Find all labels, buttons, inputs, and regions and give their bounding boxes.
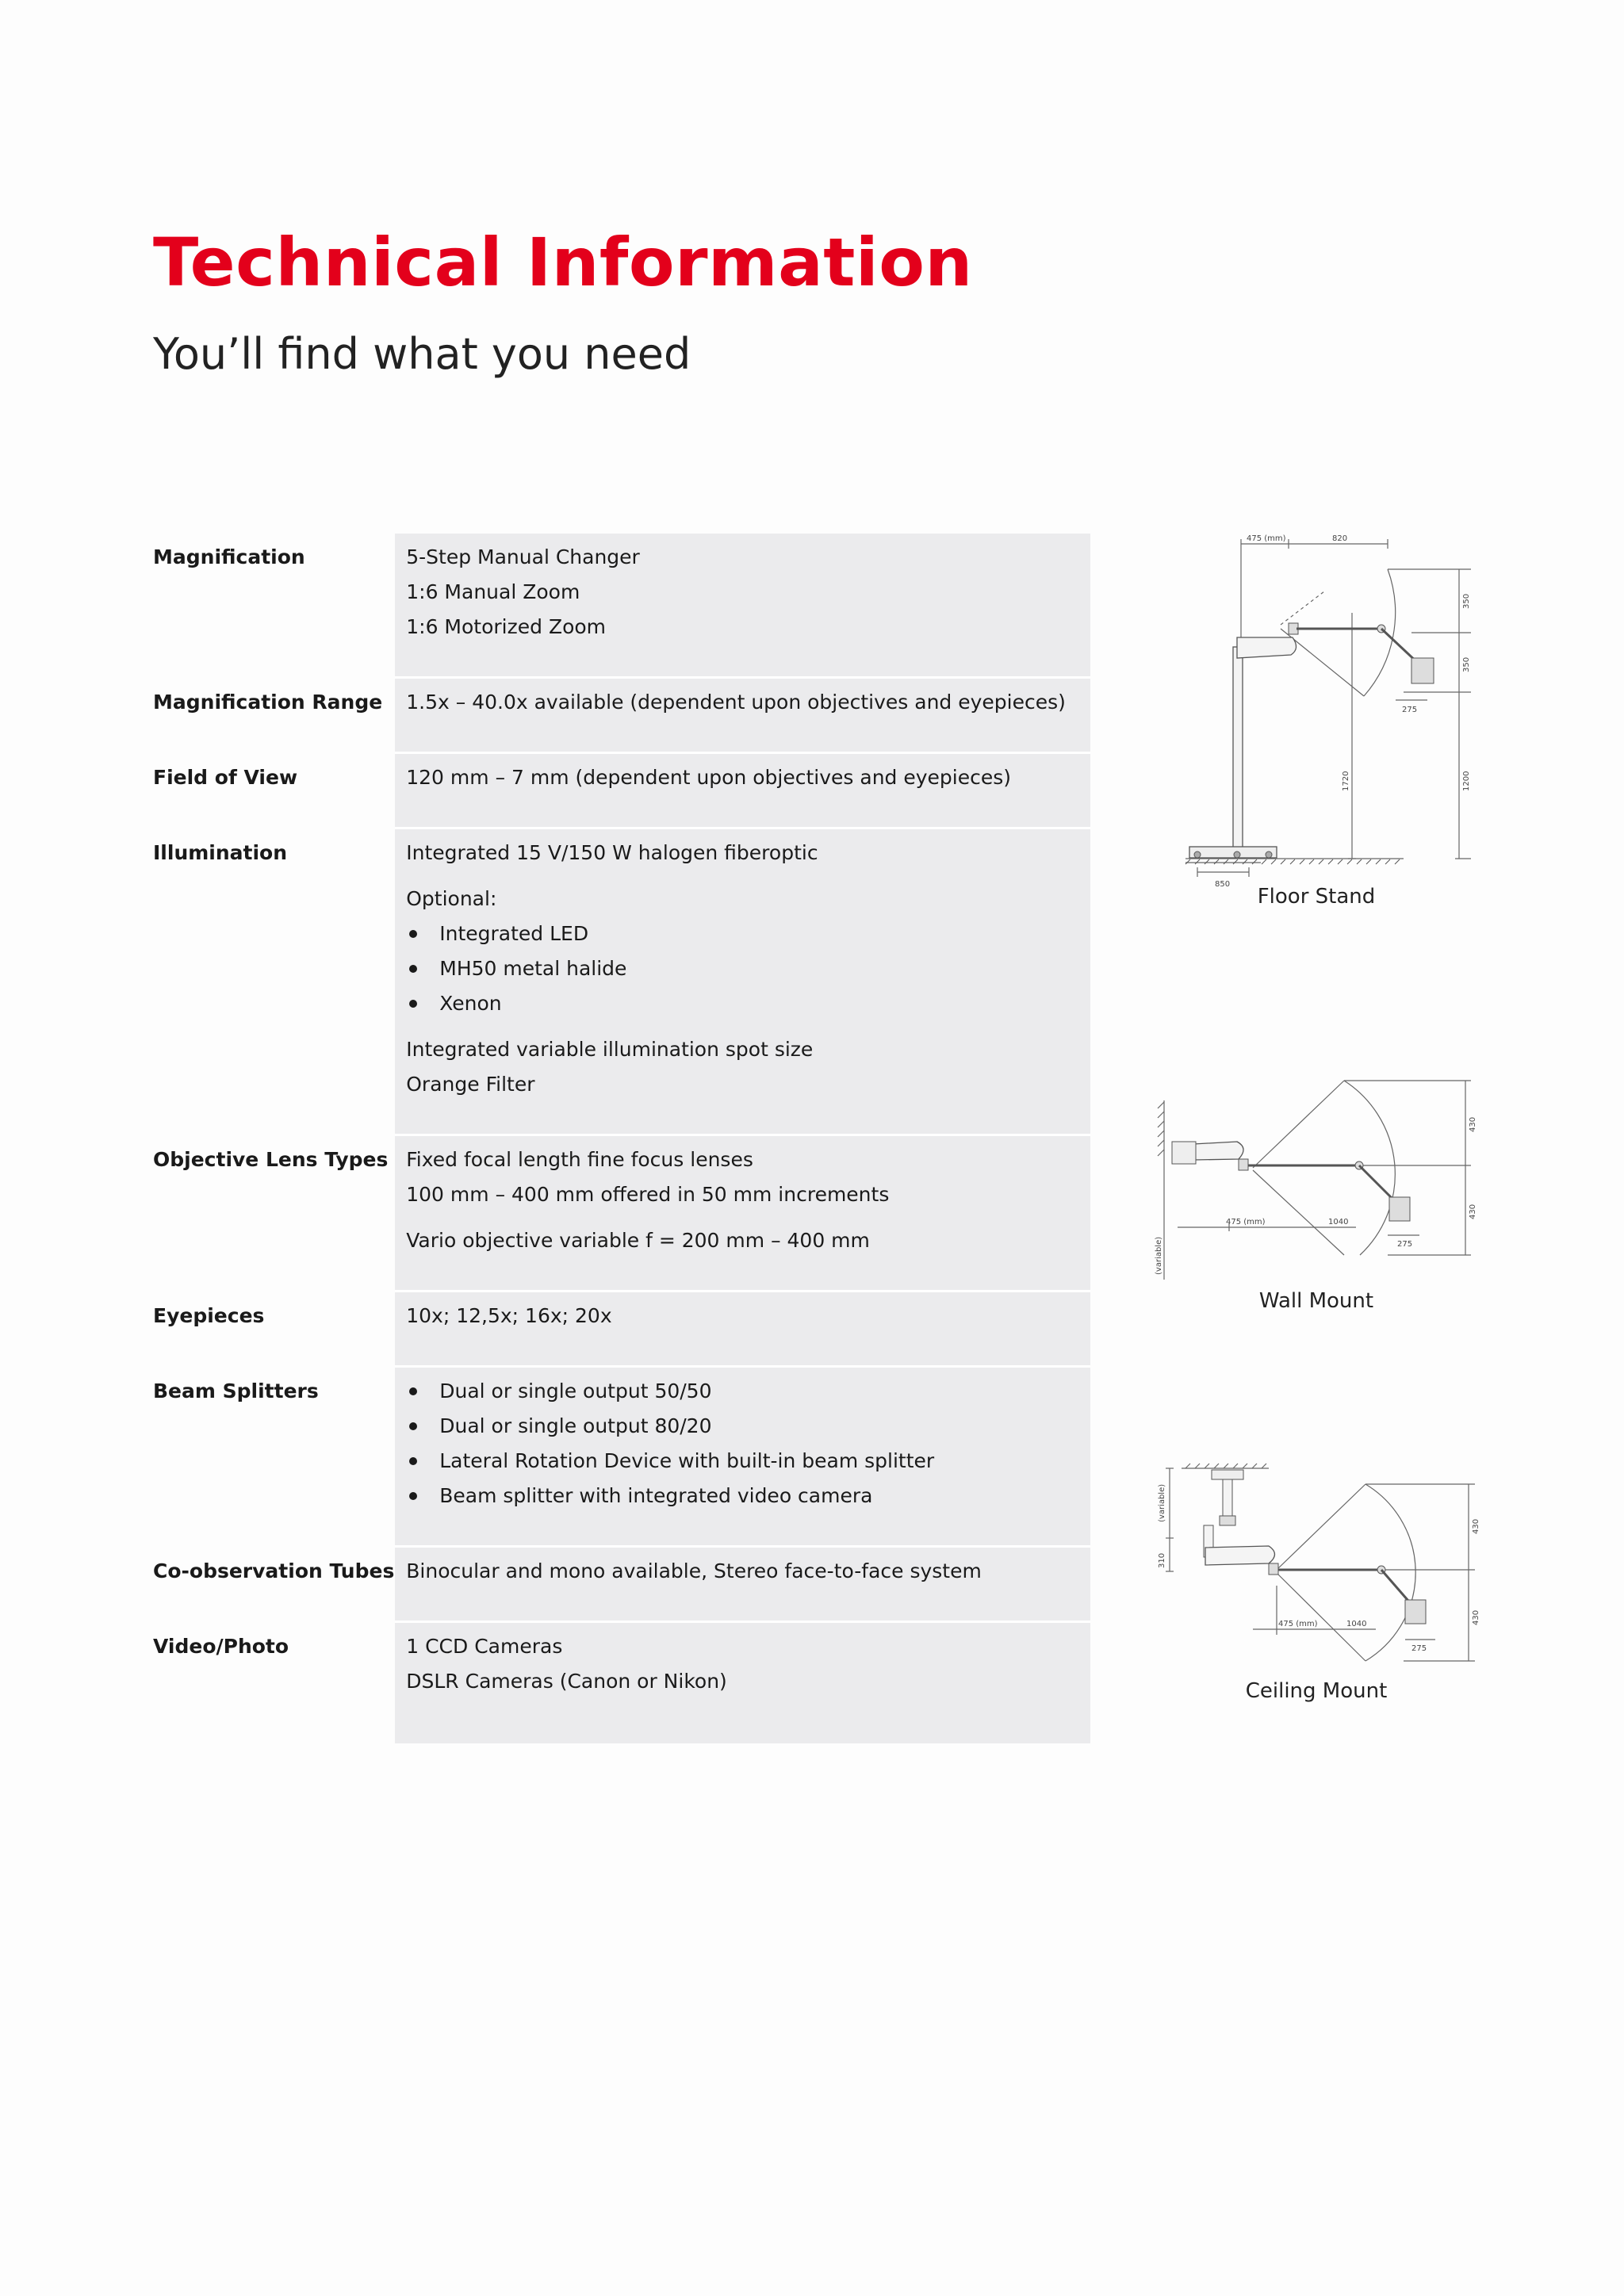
spec-row-eyepieces bbox=[153, 1292, 1090, 1368]
spec-value bbox=[395, 1548, 1090, 1623]
spec-line: Integrated variable illumination spot size bbox=[406, 1038, 814, 1061]
spec-line: 1.5x – 40.0x available (dependent upon objectives and eyepieces) bbox=[406, 691, 1066, 714]
dim-label: 1040 bbox=[1346, 1620, 1367, 1628]
spec-line: 1 CCD Cameras bbox=[406, 1635, 563, 1658]
spec-line: 1:6 Manual Zoom bbox=[406, 580, 580, 603]
dim-label: (variable) bbox=[1155, 1236, 1163, 1275]
dim-label: 475 (mm) bbox=[1278, 1620, 1318, 1628]
floor-stand-diagram bbox=[1150, 530, 1483, 909]
dim-label: 275 bbox=[1402, 706, 1418, 714]
ceiling-mount-diagram bbox=[1150, 1459, 1483, 1703]
dim-label: 1720 bbox=[1342, 771, 1350, 791]
spec-row-illumination bbox=[153, 829, 1090, 1136]
spec-value bbox=[395, 1623, 1090, 1743]
page-subtitle: You’ll find what you need bbox=[153, 329, 691, 379]
dim-label: 430 bbox=[1469, 1116, 1477, 1132]
dim-label: 1040 bbox=[1328, 1218, 1349, 1226]
spec-row-objective-lens-types bbox=[153, 1136, 1090, 1292]
spec-row-co-observation-tubes bbox=[153, 1548, 1090, 1623]
spec-row-magnification-range bbox=[153, 679, 1090, 754]
spec-value bbox=[395, 754, 1090, 829]
dim-label: 820 bbox=[1332, 534, 1348, 543]
bullet-list bbox=[406, 1374, 1090, 1513]
floor-stand-drawing bbox=[1150, 530, 1483, 889]
spec-table bbox=[153, 534, 1090, 1743]
spec-line: DSLR Cameras (Canon or Nikon) bbox=[406, 1670, 727, 1693]
wall-mount-diagram bbox=[1150, 1077, 1483, 1313]
spec-label: Video/Photo bbox=[153, 1635, 289, 1658]
spec-label: Magnification bbox=[153, 545, 305, 568]
dim-label: 310 bbox=[1158, 1552, 1166, 1568]
dim-label: 350 bbox=[1462, 656, 1471, 672]
spec-line: 1:6 Motorized Zoom bbox=[406, 615, 607, 638]
spec-value bbox=[395, 1292, 1090, 1368]
bullet-item: Lateral Rotation Device with built-in beam splitter bbox=[406, 1444, 1090, 1479]
spec-line: Fixed focal length fine focus lenses bbox=[406, 1148, 753, 1171]
spec-value bbox=[395, 679, 1090, 754]
spec-line: 120 mm – 7 mm (dependent upon objectives and eyepieces) bbox=[406, 766, 1012, 789]
spec-line: Integrated 15 V/150 W halogen fiberoptic bbox=[406, 841, 818, 864]
dim-label: (variable) bbox=[1158, 1483, 1166, 1522]
bullet-item: Integrated LED bbox=[406, 916, 1090, 951]
dim-label: 850 bbox=[1215, 880, 1231, 889]
dim-label: 475 (mm) bbox=[1247, 534, 1286, 543]
bullet-item: Beam splitter with integrated video camera bbox=[406, 1479, 1090, 1513]
bullet-item: Dual or single output 50/50 bbox=[406, 1374, 1090, 1409]
diagram-caption: Wall Mount bbox=[1258, 1289, 1374, 1313]
spec-value bbox=[395, 1368, 1090, 1548]
spec-row-video-photo bbox=[153, 1623, 1090, 1743]
bullet-item: Dual or single output 80/20 bbox=[406, 1409, 1090, 1444]
spec-line: Vario objective variable f = 200 mm – 400 mm bbox=[406, 1229, 870, 1252]
diagram-caption: Floor Stand bbox=[1257, 885, 1376, 909]
spec-label: Eyepieces bbox=[153, 1304, 265, 1327]
spec-line: 10x; 12,5x; 16x; 20x bbox=[406, 1304, 612, 1327]
bullet-item: Xenon bbox=[406, 986, 1090, 1021]
spec-label: Co-observation Tubes bbox=[153, 1559, 395, 1582]
dim-label: 350 bbox=[1462, 593, 1471, 609]
dim-label: 275 bbox=[1397, 1240, 1413, 1249]
page-title: Technical Information bbox=[153, 224, 973, 301]
spec-row-beam-splitters bbox=[153, 1368, 1090, 1548]
spec-line: 100 mm – 400 mm offered in 50 mm increments bbox=[406, 1183, 890, 1206]
spec-line: Binocular and mono available, Stereo face-to-face system bbox=[406, 1559, 982, 1582]
dim-label: 430 bbox=[1472, 1609, 1480, 1625]
spec-line: Orange Filter bbox=[406, 1073, 535, 1096]
dim-label: 1200 bbox=[1462, 771, 1471, 791]
spec-row-field-of-view bbox=[153, 754, 1090, 829]
spec-label: Objective Lens Types bbox=[153, 1148, 389, 1171]
spec-value bbox=[395, 1136, 1090, 1292]
ceiling-mount-drawing bbox=[1150, 1459, 1483, 1673]
spec-line: 5-Step Manual Changer bbox=[406, 545, 640, 568]
spec-value bbox=[395, 829, 1090, 1136]
spec-row-magnification bbox=[153, 534, 1090, 679]
dim-label: 475 (mm) bbox=[1226, 1218, 1266, 1226]
dim-label: 430 bbox=[1469, 1203, 1477, 1219]
spec-label: Beam Splitters bbox=[153, 1380, 319, 1402]
bullet-item: MH50 metal halide bbox=[406, 951, 1090, 986]
spec-label: Magnification Range bbox=[153, 691, 383, 714]
spec-label: Field of View bbox=[153, 766, 298, 789]
bullet-list bbox=[406, 916, 1090, 1021]
spec-value bbox=[395, 534, 1090, 679]
dim-label: 275 bbox=[1411, 1644, 1427, 1653]
dim-label: 430 bbox=[1472, 1518, 1480, 1534]
diagram-caption: Ceiling Mount bbox=[1245, 1679, 1388, 1703]
wall-mount-drawing bbox=[1150, 1077, 1483, 1283]
spec-line: Optional: bbox=[406, 887, 497, 910]
spec-label: Illumination bbox=[153, 841, 288, 864]
